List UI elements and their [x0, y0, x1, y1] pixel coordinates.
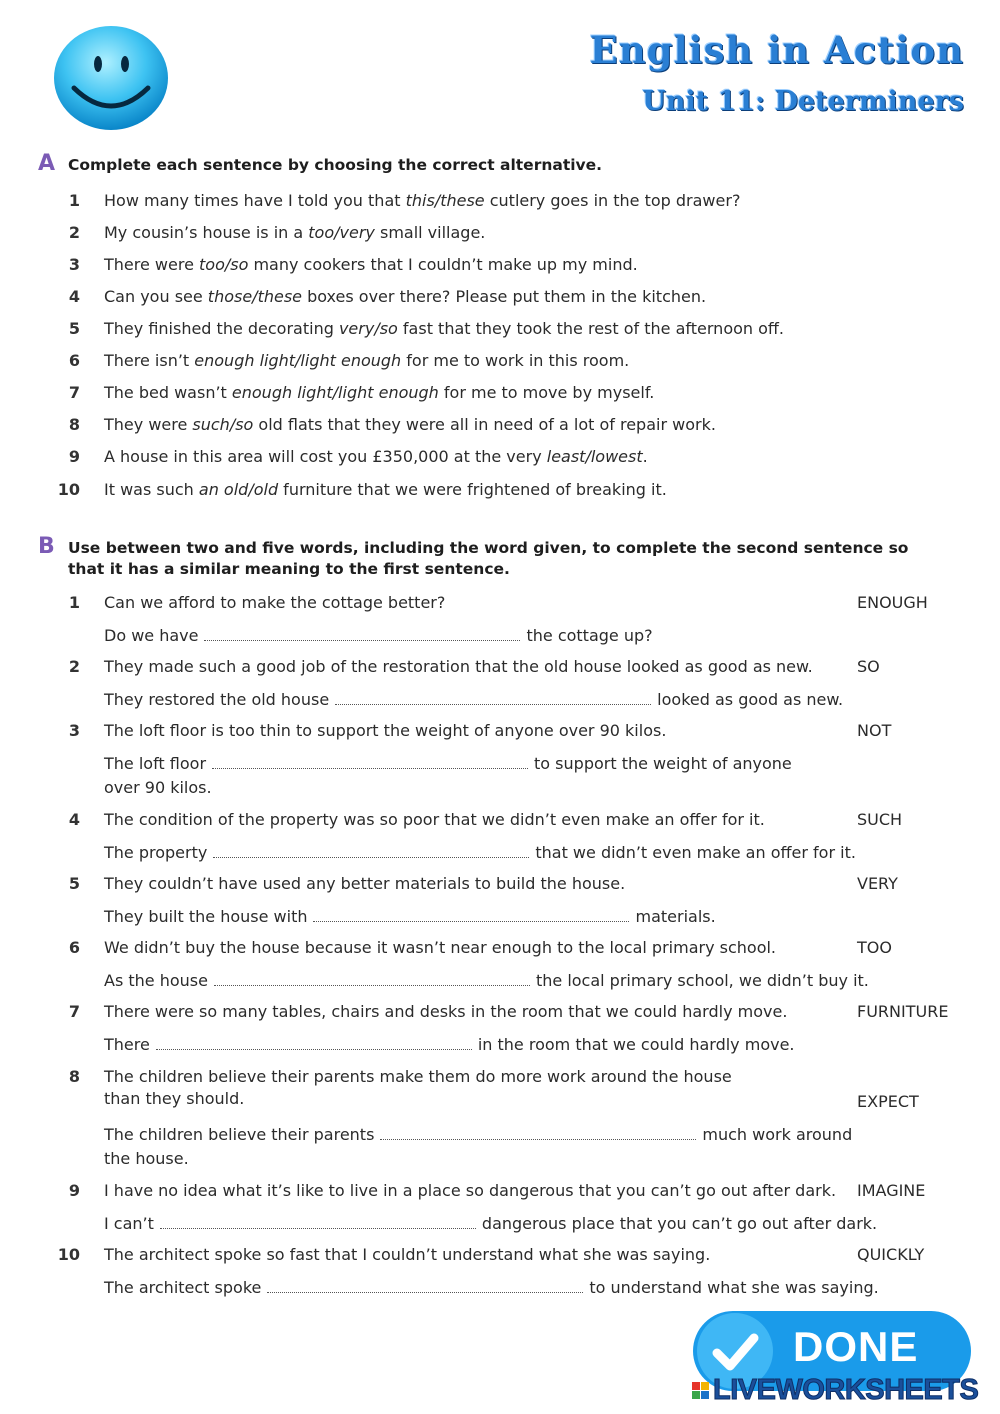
section-b-instruction: Use between two and five words, including the word given, to complete the second sentence so that it has a similar meaning to the first sentence. — [68, 539, 909, 578]
gap-sentence-end: to support the weight of anyone — [534, 754, 792, 773]
liveworksheets-wordmark: LIVEWORKSHEETS — [713, 1374, 979, 1406]
item-sentence — [104, 382, 654, 404]
alternative-choice[interactable]: least/lowest — [546, 447, 643, 466]
section-b-heading — [38, 536, 928, 580]
item-sentence — [104, 254, 638, 276]
gap-sentence-end: in the room that we could hardly move. — [477, 1035, 795, 1054]
gap-sentence — [104, 841, 856, 864]
gap-sentence-end: materials. — [635, 907, 716, 926]
section-b-letter: B — [38, 534, 55, 559]
original-sentence: They couldn’t have used any better materials to build the house. — [104, 874, 626, 893]
answer-blank-input[interactable] — [160, 1212, 476, 1229]
gap-sentence-start: I can’t — [104, 1214, 154, 1233]
key-word: VERY — [857, 874, 898, 893]
gap-sentence-start: The children believe their parents — [104, 1125, 375, 1144]
item-number: 1 — [68, 593, 80, 612]
item-number: 8 — [68, 415, 80, 434]
item-number: 7 — [68, 1002, 80, 1021]
key-word: ENOUGH — [857, 593, 928, 612]
item-sentence — [104, 446, 648, 468]
item-number: 10 — [57, 480, 80, 499]
gap-sentence-continuation: over 90 kilos. — [104, 778, 212, 797]
gap-sentence-start: The architect spoke — [104, 1278, 262, 1297]
item-number: 2 — [68, 223, 80, 242]
gap-sentence — [104, 752, 792, 775]
gap-sentence-end: much work around — [702, 1125, 853, 1144]
original-sentence: There were so many tables, chairs and desks in the room that we could hardly move. — [104, 1002, 788, 1021]
gap-sentence-end: the local primary school, we didn’t buy it. — [535, 971, 869, 990]
key-word: IMAGINE — [857, 1181, 926, 1200]
item-number: 4 — [68, 810, 80, 829]
sentence-end: small village. — [374, 223, 486, 242]
gap-sentence-start: There — [104, 1035, 150, 1054]
gap-sentence-start: The loft floor — [104, 754, 207, 773]
sentence-end: old flats that they were all in need of a lot of repair work. — [253, 415, 716, 434]
section-a-instruction: Complete each sentence by choosing the correct alternative. — [68, 156, 603, 174]
original-sentence: The children believe their parents make them do more work around the house than they should. — [104, 1067, 732, 1108]
gap-sentence-start: They built the house with — [104, 907, 308, 926]
item-number: 5 — [68, 319, 80, 338]
sentence-end: many cookers that I couldn’t make up my mind. — [248, 255, 638, 274]
item-number: 6 — [68, 938, 80, 957]
worksheet-title: English in Action — [589, 28, 964, 72]
sentence-start: A house in this area will cost you £350,000 at the very — [104, 447, 547, 466]
item-number: 1 — [68, 191, 80, 210]
gap-sentence-start: The property — [104, 843, 208, 862]
sentence-start: The bed wasn’t — [104, 383, 232, 402]
item-number: 2 — [68, 657, 80, 676]
gap-sentence-end: the cottage up? — [526, 626, 653, 645]
gap-sentence-start: They restored the old house — [104, 690, 330, 709]
alternative-choice[interactable]: such/so — [192, 415, 254, 434]
item-sentence — [104, 190, 740, 212]
sentence-end: cutlery goes in the top drawer? — [484, 191, 741, 210]
gap-sentence-start: Do we have — [104, 626, 199, 645]
gap-sentence — [104, 688, 843, 711]
worksheet-subtitle: Unit 11: Determiners — [642, 86, 964, 117]
item-sentence — [104, 286, 706, 308]
worksheet-title-block — [590, 26, 965, 122]
alternative-choice[interactable]: too/so — [199, 255, 249, 274]
alternative-choice[interactable]: very/so — [338, 319, 398, 338]
gap-sentence-end: dangerous place that you can’t go out after dark. — [481, 1214, 878, 1233]
item-number: 5 — [68, 874, 80, 893]
section-a-heading — [38, 153, 928, 176]
alternative-choice[interactable]: too/very — [308, 223, 375, 242]
item-number: 4 — [68, 287, 80, 306]
sentence-start: They finished the decorating — [104, 319, 339, 338]
key-word: FURNITURE — [857, 1002, 949, 1021]
alternative-choice[interactable]: enough light/light enough — [231, 383, 439, 402]
item-number: 7 — [68, 383, 80, 402]
sentence-start: There were — [104, 255, 199, 274]
sentence-start: They were — [104, 415, 193, 434]
sentence-start: It was such — [104, 480, 199, 499]
item-number: 9 — [68, 1181, 80, 1200]
smiley-face-icon — [52, 24, 170, 132]
item-number: 3 — [68, 255, 80, 274]
sentence-start: How many times have I told you that — [104, 191, 406, 210]
sentence-end: . — [642, 447, 648, 466]
liveworksheets-brand — [692, 1374, 978, 1407]
answer-blank-input[interactable] — [214, 969, 530, 986]
item-number: 3 — [68, 721, 80, 740]
original-sentence: Can we afford to make the cottage better? — [104, 593, 446, 612]
sentence-end: for me to move by myself. — [438, 383, 655, 402]
answer-blank-input[interactable] — [380, 1123, 696, 1140]
key-word: SO — [857, 657, 880, 676]
key-word: QUICKLY — [857, 1245, 925, 1264]
key-word: SUCH — [857, 810, 903, 829]
sentence-end: fast that they took the rest of the afternoon off. — [397, 319, 785, 338]
key-word: EXPECT — [857, 1092, 919, 1111]
answer-blank-input[interactable] — [212, 752, 528, 769]
answer-blank-input[interactable] — [213, 841, 529, 858]
item-sentence — [104, 318, 784, 340]
alternative-choice[interactable]: those/these — [207, 287, 303, 306]
answer-blank-input[interactable] — [313, 905, 629, 922]
done-button-label: DONE — [793, 1323, 919, 1370]
gap-sentence-end: looked as good as new. — [657, 690, 844, 709]
original-sentence: They made such a good job of the restoration that the old house looked as good as new. — [104, 657, 813, 676]
original-sentence: I have no idea what it’s like to live in a place so dangerous that you can’t go out after dark. — [104, 1181, 837, 1200]
original-sentence: The architect spoke so fast that I couldn’t understand what she was saying. — [104, 1245, 711, 1264]
gap-sentence-end: that we didn’t even make an offer for it. — [535, 843, 856, 862]
alternative-choice[interactable]: an old/old — [198, 480, 279, 499]
sentence-end: boxes over there? Please put them in the kitchen. — [302, 287, 707, 306]
gap-sentence — [104, 1033, 795, 1056]
original-sentence: The loft floor is too thin to support the weight of anyone over 90 kilos. — [104, 721, 667, 740]
item-number: 8 — [68, 1067, 80, 1086]
gap-sentence — [104, 969, 869, 992]
answer-blank-input[interactable] — [267, 1276, 583, 1293]
gap-sentence-continuation: the house. — [104, 1149, 189, 1168]
answer-blank-input[interactable] — [204, 624, 520, 641]
gap-sentence — [104, 905, 716, 928]
gap-sentence-end: to understand what she was saying. — [589, 1278, 879, 1297]
section-a-letter: A — [38, 151, 56, 176]
item-number: 6 — [68, 351, 80, 370]
original-sentence: We didn’t buy the house because it wasn’t near enough to the local primary school. — [104, 938, 777, 957]
gap-sentence-start: As the house — [104, 971, 208, 990]
alternative-choice[interactable]: enough light/light enough — [194, 351, 402, 370]
sentence-start: Can you see — [104, 287, 208, 306]
item-number: 9 — [68, 447, 80, 466]
gap-sentence — [104, 1276, 879, 1299]
sentence-end: furniture that we were frightened of breaking it. — [278, 480, 667, 499]
gap-sentence — [104, 1123, 852, 1146]
original-sentence: The condition of the property was so poor that we didn’t even make an offer for it. — [104, 810, 765, 829]
answer-blank-input[interactable] — [335, 688, 651, 705]
item-sentence — [104, 479, 667, 501]
gap-sentence — [104, 1212, 877, 1235]
item-number: 10 — [57, 1245, 80, 1264]
alternative-choice[interactable]: this/these — [405, 191, 485, 210]
sentence-end: for me to work in this room. — [401, 351, 630, 370]
sentence-start: My cousin’s house is in a — [104, 223, 309, 242]
answer-blank-input[interactable] — [156, 1033, 472, 1050]
gap-sentence — [104, 624, 653, 647]
sentence-start: There isn’t — [104, 351, 195, 370]
key-word: NOT — [857, 721, 892, 740]
item-sentence — [104, 414, 716, 436]
liveworksheets-logo-icon — [692, 1382, 709, 1399]
item-sentence — [104, 350, 629, 372]
item-sentence — [104, 222, 485, 244]
key-word: TOO — [857, 938, 892, 957]
